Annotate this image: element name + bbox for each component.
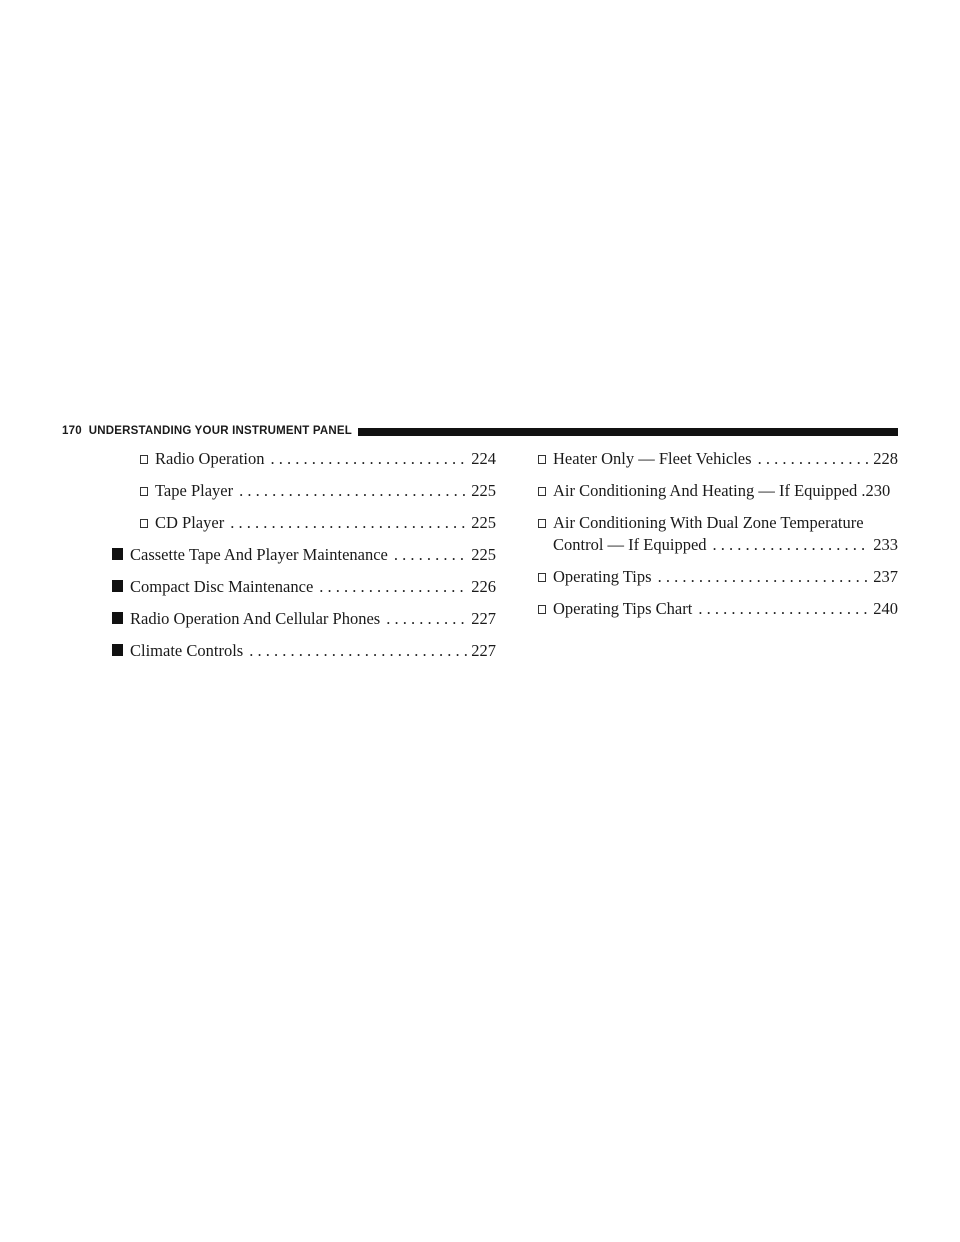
toc-entry-label: Operating Tips Chart (553, 599, 693, 618)
toc-entry-label: Air Conditioning With Dual Zone Temperature (553, 513, 864, 532)
toc-entry-cd-player[interactable] (112, 512, 496, 534)
toc-entry-page: 225 (471, 481, 496, 500)
toc-entry-compact-disc-maintenance[interactable] (112, 576, 496, 598)
toc-entry-label: Climate Controls (130, 641, 244, 660)
toc-entry-radio-cellular-phones[interactable] (112, 608, 496, 630)
dot-leader (224, 512, 468, 534)
toc-entry-label: CD Player (155, 513, 225, 532)
toc-entry-page: 230 (865, 481, 891, 500)
page-header (62, 420, 898, 442)
toc-entry-tape-player[interactable] (112, 480, 496, 502)
toc-entry-page: 226 (471, 577, 496, 596)
hollow-square-icon (538, 455, 546, 464)
toc-entry-ac-dual-zone[interactable] (538, 512, 898, 556)
toc-entry-label: Compact Disc Maintenance (130, 577, 314, 596)
dot-leader (380, 608, 468, 630)
dot-leader (265, 448, 469, 470)
dot-leader (707, 534, 871, 556)
filled-square-icon (112, 644, 123, 656)
hollow-square-icon (538, 519, 546, 528)
toc-entry-page: 237 (873, 567, 898, 586)
toc-entry-label: Air Conditioning And Heating — If Equipped (553, 481, 858, 500)
toc-entry-operating-tips-chart[interactable] (538, 598, 898, 620)
dot-leader (313, 576, 468, 598)
toc-entry-climate-controls[interactable] (112, 640, 496, 662)
dot-leader (388, 544, 468, 566)
toc-entry-page: 227 (471, 641, 496, 660)
dot-leader: . (861, 481, 866, 500)
hollow-square-icon (140, 455, 148, 464)
toc-entry-label: Operating Tips (553, 567, 652, 586)
toc-entry-label-continued: Control — If Equipped (553, 535, 707, 554)
page-number: 170 (62, 425, 82, 437)
toc-entry-label: Cassette Tape And Player Maintenance (130, 545, 388, 564)
toc-entry-ac-and-heating[interactable] (538, 480, 898, 502)
toc-left-column (112, 448, 496, 672)
toc-entry-page: 225 (471, 513, 496, 532)
toc-entry-operating-tips[interactable] (538, 566, 898, 588)
toc-right-column (538, 448, 898, 630)
filled-square-icon (112, 580, 123, 592)
toc-entry-page: 224 (471, 449, 496, 468)
toc-entry-radio-operation[interactable] (112, 448, 496, 470)
toc-entry-cassette-tape-maintenance[interactable] (112, 544, 496, 566)
toc-entry-page: 225 (471, 545, 496, 564)
toc-entry-page: 227 (471, 609, 496, 628)
dot-leader (652, 566, 871, 588)
toc-entry-label: Heater Only — Fleet Vehicles (553, 449, 752, 468)
hollow-square-icon (538, 487, 546, 496)
dot-leader (233, 480, 468, 502)
hollow-square-icon (140, 487, 148, 496)
toc-entry-page: 228 (873, 449, 898, 468)
section-title: UNDERSTANDING YOUR INSTRUMENT PANEL (88, 425, 352, 437)
filled-square-icon (112, 548, 123, 560)
header-rule (358, 428, 898, 436)
dot-leader (752, 448, 871, 470)
toc-entry-label: Tape Player (155, 481, 234, 500)
hollow-square-icon (538, 573, 546, 582)
hollow-square-icon (538, 605, 546, 614)
filled-square-icon (112, 612, 123, 624)
toc-entry-page: 233 (873, 535, 898, 554)
toc-entry-page: 240 (873, 599, 898, 618)
toc-entry-heater-only[interactable] (538, 448, 898, 470)
toc-entry-label: Radio Operation (155, 449, 265, 468)
dot-leader (243, 640, 468, 662)
toc-entry-label: Radio Operation And Cellular Phones (130, 609, 381, 628)
hollow-square-icon (140, 519, 148, 528)
dot-leader (692, 598, 870, 620)
